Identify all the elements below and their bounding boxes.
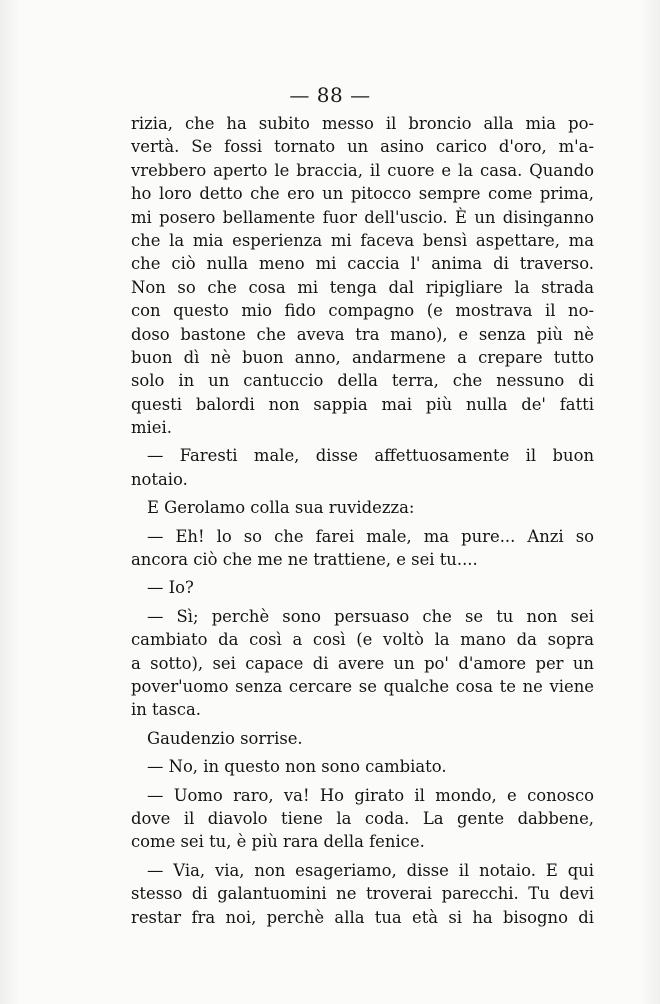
text-line: che ciò nulla meno mi caccia l' anima di traverso.	[131, 254, 594, 274]
text-line: a sotto), sei capace di avere un po' d'amore per un	[131, 653, 594, 673]
text-line: pover'uomo senza cercare se qualche cosa te ne viene	[131, 676, 594, 696]
text-line: — Faresti male, disse affettuosamente il buon	[147, 446, 594, 466]
text-line: E Gerolamo colla sua ruvidezza:	[147, 498, 415, 518]
text-line: come sei tu, è più rara della fenice.	[131, 832, 425, 852]
text-line: vertà. Se fossi tornato un asino carico d'oro, m'a-	[131, 137, 594, 157]
text-line: rizia, che ha subito messo il broncio alla mia po-	[131, 114, 594, 133]
text-line: ancora ciò che me ne trattiene, e sei tu....	[131, 550, 478, 570]
text-line: Non so che cosa mi tenga dal ripigliare la strada	[131, 277, 594, 297]
text-line: dove il diavolo tiene la coda. La gente dabbene,	[131, 808, 594, 828]
text-line: vrebbero aperto le braccia, il cuore e la casa. Quando	[131, 160, 594, 180]
text-line: — Via, via, non esageriamo, disse il notaio. E qui	[147, 860, 594, 880]
text-line: — Eh! lo so che farei male, ma pure... Anzi so	[147, 526, 594, 546]
text-line: — No, in questo non sono cambiato.	[147, 757, 447, 777]
text-line: — Io?	[147, 578, 194, 598]
text-line: buon dì nè buon anno, andarmene a crepare tutto	[131, 347, 594, 367]
text-line: — Uomo raro, va! Ho girato il mondo, e conosco	[147, 785, 594, 805]
page-number: — 88 —	[289, 83, 371, 107]
body-text	[131, 112, 594, 929]
text-line: con questo mio fido compagno (e mostrava il no-	[131, 301, 594, 321]
text-line: Gaudenzio sorrise.	[147, 728, 303, 748]
text-line: cambiato da così a così (e voltò la mano da sopra	[131, 630, 594, 650]
text-line: in tasca.	[131, 700, 201, 720]
text-line: doso bastone che aveva tra mano), e senza più nè	[131, 324, 594, 344]
text-line: solo in un cantuccio della terra, che nessuno di	[131, 371, 594, 391]
text-line: — Sì; perchè sono persuaso che se tu non sei	[147, 606, 594, 626]
text-line: notaio.	[131, 469, 188, 489]
text-line: questi balordi non sappia mai più nulla de' fatti	[131, 394, 594, 414]
text-line: miei.	[131, 418, 172, 438]
text-line: stesso di galantuomini ne troverai parecchi. Tu devi	[131, 884, 594, 904]
text-line: mi posero bellamente fuor dell'uscio. È un disinganno	[131, 207, 594, 227]
text-line: che la mia esperienza mi faceva bensì aspettare, ma	[131, 230, 594, 250]
text-line: ho loro detto che ero un pitocco sempre come prima,	[131, 184, 594, 204]
text-line: restar fra noi, perchè alla tua età si ha bisogno di	[131, 907, 594, 927]
